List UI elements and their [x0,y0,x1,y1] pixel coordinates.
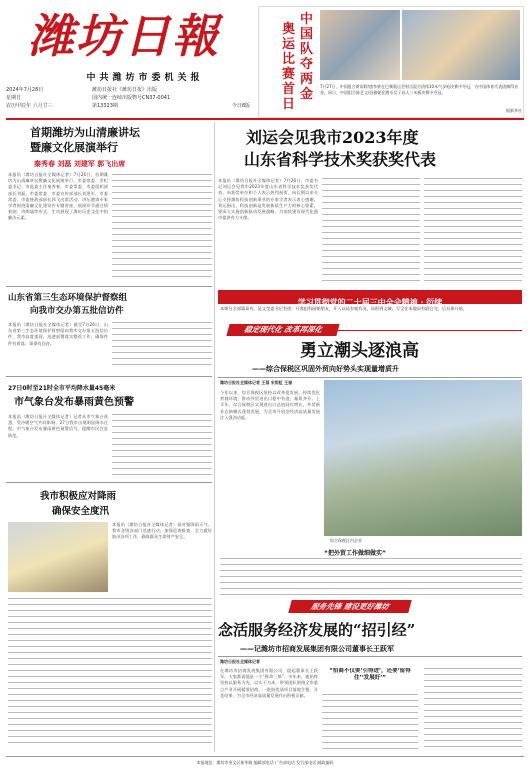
left-article-1-byline: 秦秀春 刘磊 刘建军 郭飞出席 [34,160,126,168]
lead-body-col2 [322,178,420,286]
olympic-caption: 7月27日，中国组合黄雨婷/盛李豪在巴黎奥运会射击混合团体10米气步枪决赛中夺冠，为中国体育代表团摘得首金。同日，中国组合陈艺文/昌雅妮在跳水女子双人三米板决赛中夺冠。 [320,84,519,95]
reform-ribbon-label: 稳定现代化 改革再深化 [243,325,324,334]
olympic-credit: 据新华社 [506,108,522,113]
masthead-subtitle: 中共潍坊市委机关报 [86,73,204,83]
left-article-3-headline: 市气象台发布暴雨黄色预警 [14,397,134,408]
reform-headline: 勇立潮头逐浪高 [300,341,419,361]
reform-ribbon-rule [338,330,522,331]
issue-date: 2024年7月28日 [6,87,44,93]
masthead-date-block [6,86,86,110]
divider [6,482,212,483]
left-article-3-body: 本报讯（潍坊日报社全媒体记者）记者从市气象台获悉，受冷暖空气共同影响，27日我市出现明显降水过程。市气象台发布暴雨黄色预警信号，提醒市民注意防范。 [8,414,108,438]
divider [6,376,212,377]
reform-dateline: 潍坊日报社全媒体记者 王蓓 宋雨虹 王禄 [220,380,293,385]
column-divider [214,122,215,752]
left-article-1-body-col2 [112,174,212,280]
left-article-4-body-more [8,598,212,748]
newspaper-logo: 潍坊日報 [28,9,220,63]
reform-quote: “把外贸工作做细做实” [324,550,386,557]
reform-aerial-photo [324,380,522,536]
invest-body-col3 [424,668,522,752]
invest-subhead: ——记潍坊市招商发展集团有限公司董事长王跃军 [240,645,394,653]
left-article-4-headline-1: 我市积极应对降雨 [40,491,117,502]
olympic-photo-shooting [320,10,400,80]
invest-quote: “招商不仅要‘引得进’，还要‘留得住’‘发展好’” [329,668,411,681]
study-banner-title: 学习贯彻党的二十届三中全会精神 · 衍续 [297,298,443,307]
study-banner [218,290,522,307]
left-article-1-headline-1: 首期潍坊为山清廉讲坛 [30,126,140,139]
reform-subhead: ——综合保税区巩固外贸向好势头实现量增质升 [252,365,399,373]
divider [6,286,212,287]
lead-headline-1: 刘运会见我市2023年度 [246,128,419,147]
left-article-2-body-col2 [112,322,212,370]
reform-body: 今年以来，综合保税区坚持以改革促发展，持续优化营商环境，推动外贸进出口稳中有进、量质齐升。上半年，综合保税区实现进出口总值同比增长，外贸新业态新模式蓬勃发展，为全市开放型经济高质量发展注入强劲动能。 [220,390,320,420]
left-article-1-body: 本报讯（潍坊日报社全媒体记者）7月26日，首期潍坊为山清廉讲坛暨廉文化展演举行。市委常委、市纪委书记、市监委主任秦秀春，市委常委、市委组织部部长刘磊，市委常委、市委宣传部部长刘建军，市委常委、市委统战部部长郭飞出席活动。讲坛邀请专家学者围绕清廉文化建设作专题讲座，展演环节通过情景剧、诗朗诵等形式，生动展现了潍坊历史文化中的廉洁元素。 [8,172,108,221]
divider [218,377,522,378]
invest-byline: 潍坊日报社全媒体记者 [220,659,260,664]
left-article-4-headline-2: 确保安全度汛 [52,506,110,517]
olympic-headline-b: 奥运比赛首日 [282,22,296,112]
lead-headline-2: 山东省科学技术奖获奖代表 [244,150,437,169]
left-article-3-kicker: 27日0时至21时全市平均降水量45毫米 [8,385,116,392]
left-article-4-body: 本报讯（潍坊日报社全媒体记者）面对强降雨天气，我市各级各部门迅速行动，加强巡查排查，全力做好防汛各项工作，确保群众生命财产安全。 [112,522,212,540]
invest-body: 在潍坊市招商发展集团有限公司，提起董事长王跃军，大家都说他是一个“拼命三郎”。多年来，他始终坚持以服务为先，以实干为本，带领团队围绕全市重点产业开展精准招商，一批批优质项目落地生根、开花结果，为全市经济高质量发展作出积极贡献。 [220,668,318,698]
masthead-publisher-block [92,86,202,110]
reform-body-more [220,558,522,600]
flood-response-photo [8,522,108,592]
reform-photo-caption: 综合保税区内企业 [330,538,362,543]
footer-info: 本报地址：潍坊市奎文区新华路 编辑部电话 广告部电话 发行部电话 邮政编码 [196,760,334,765]
invest-ribbon-label: 服务先锋 建设更好潍坊 [309,602,391,611]
left-article-2-headline-2: 向我市交办第五批信访件 [30,306,124,316]
issue-weekday: 星期日 [6,95,22,101]
masthead-rule [6,118,524,120]
olympic-headline-a: 中国队夺两金 [300,12,314,102]
left-article-1-headline-2: 暨廉文化展演举行 [30,141,118,154]
footer-rule [6,756,524,757]
left-article-2-headline-1: 山东省第三生态环境保护督察组 [8,293,128,303]
publisher: 潍坊日报社《潍坊日报》出版 [92,87,158,93]
page-count: 今日8版 [231,103,250,109]
invest-section-ribbon [288,600,411,613]
invest-headline: 念活服务经济发展的“招引经” [218,621,416,639]
lead-body-col3 [424,178,522,286]
cn-code: 国内统一连续出版物号CN37-0041 [92,95,171,101]
olympic-photo-diving [402,10,520,80]
reform-section-ribbon [226,324,339,336]
left-article-3-body-col2 [112,414,212,476]
invest-body-col2 [322,694,418,752]
study-banner-text: 本期分全部篇章有，是文莹委书记有进：开客组科园朝朋友，开入以局有观有况，局积到文城；写全在本地局有联合完，后具体开始。 [220,306,468,311]
issue-lunar-date: 农历甲辰年 六月廿三 [6,103,53,109]
left-article-2-body: 本报讯（潍坊日报社全媒体记者）截至7月26日，山东省第三生态环境保护督察组向我市交办第五批信访件，我市高度重视，迅速部署落实整改工作，确保件件有着落、事事有回音。 [8,322,108,346]
issue-number: 第13323期 [92,103,118,109]
lead-body: 本报讯（潍坊日报社全媒体记者）7月26日，市委书记刘运会见我市2023年度山东省科学技术奖获奖代表，向获奖单位和个人表示热烈祝贺，向长期以来关心支持潍坊科技创新事业的专家学者表示衷心感谢。刘运指出，科技创新是发展新质生产力的核心要素，要深入实施创新驱动发展战略，为加快建设现代化强市提供有力支撑。 [218,178,318,221]
divider [218,656,522,657]
